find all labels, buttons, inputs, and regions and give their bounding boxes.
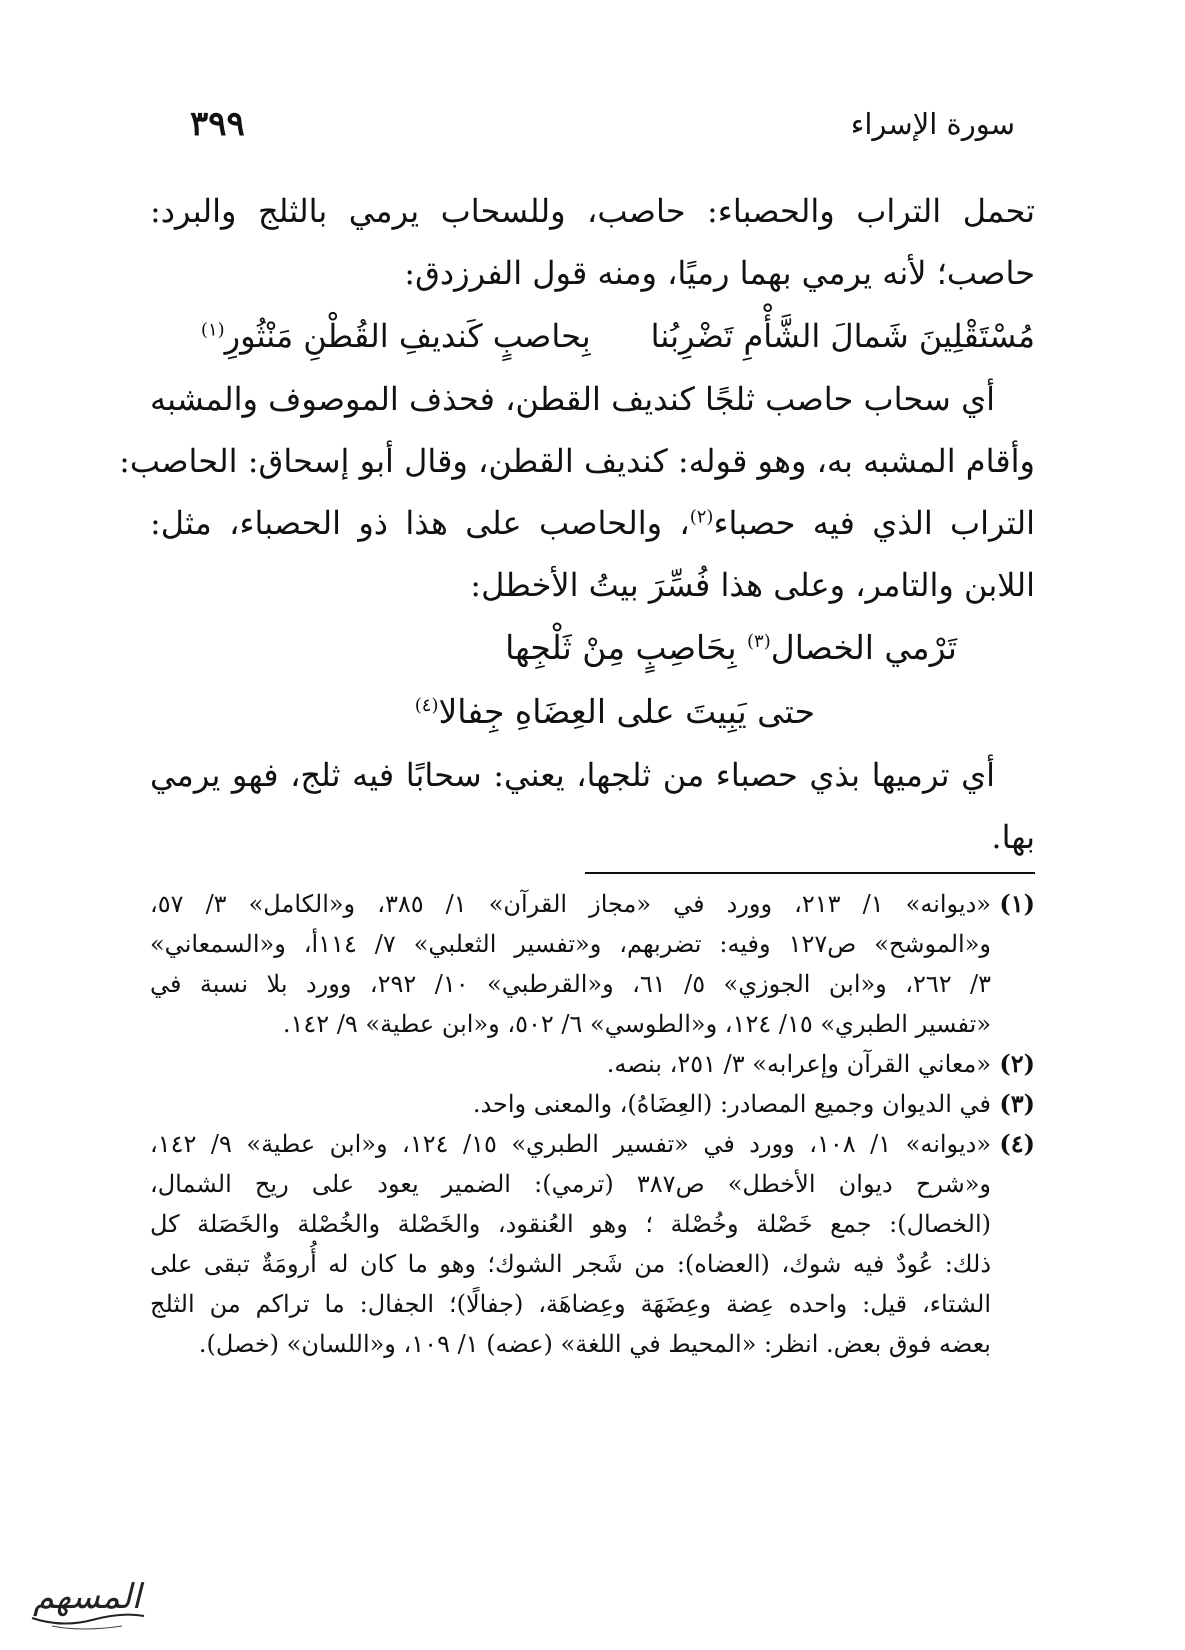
footnotes — [150, 884, 1035, 1364]
footnote-line: و«شرح ديوان الأخطل» ص٣٨٧ (ترمي): الضمير يعود على ريح الشمال، — [150, 1170, 991, 1198]
text-line: أي سحاب حاصب ثلجًا كنديف القطن، فحذف الموصوف والمشبه — [150, 380, 995, 418]
footnote-line: (الخصال): جمع خَصْلة وخُصْلة ؛ وهو العُنقود، والخَصْلة والخُصْلة والخَصَلة كل — [150, 1210, 991, 1238]
text-line: بها. — [991, 818, 1035, 856]
footnote-number: (٣) — [999, 1089, 1035, 1118]
footnote — [150, 1044, 1035, 1084]
footnote-separator — [585, 872, 1035, 874]
text-line: اللابن والتامر، وعلى هذا فُسِّرَ بيتُ الأخطل: — [470, 566, 1035, 604]
footnote-ref: (٤) — [414, 695, 439, 716]
footnote-ref: (١) — [200, 319, 225, 341]
footnote-ref: (٣) — [747, 631, 771, 652]
chapter-title: سورة الإسراء — [850, 107, 1015, 141]
page-header — [190, 96, 1015, 152]
footnote — [150, 1124, 1035, 1364]
footnote-line: ذلك: عُودٌ فيه شوك، (العضاه): من شَجر الشوك؛ وهو ما كان له أُرومَةٌ تبقى على — [150, 1250, 992, 1278]
text-line: تحمل التراب والحصباء: حاصب، وللسحاب يرمي بالثلج والبرد: — [150, 192, 1036, 230]
footnote — [150, 884, 1035, 1044]
footnote — [150, 1084, 1035, 1124]
stamp-logo — [22, 1566, 152, 1636]
footnote-line: ٣/ ٢٦٢، و«ابن الجوزي» ٥/ ٦١، و«القرطبي» ١٠/ ٢٩٢، وورد بلا نسبة في — [150, 970, 992, 998]
text-line: حاصب؛ لأنه يرمي بهما رميًا، ومنه قول الفرزدق: — [404, 254, 1035, 292]
page-number: ٣٩٩ — [190, 104, 245, 144]
footnote-line: بعضه فوق بعض. انظر: «المحيط في اللغة» (عضه) ١/ ١٠٩، و«اللسان» (خصل). — [198, 1330, 991, 1358]
text-line: أي ترميها بذي حصباء من ثلجها، يعني: سحابًا فيه ثلج، فهو يرمي — [150, 756, 996, 794]
footnote-line: الشتاء، قيل: واحده عِضة وعِضَهَة وعِضاهَة، (جفالًا)؛ الجفال: ما تراكم من الثلج — [150, 1290, 991, 1318]
footnote-number: (٤) — [999, 1129, 1035, 1158]
verse-hemistich-1: مُسْتَقْلِينَ شَمالَ الشَّأْمِ تَضْرِبُنا — [650, 317, 1035, 355]
poem-line: تَرْمي الخصال$^{(٣)}$ بِحَاصِبٍ مِنْ ثَلْجِها — [505, 628, 957, 667]
text-line: التراب الذي فيه حصباء$^{(٢)}$، والحاصب على هذا ذو الحصباء، مثل: — [150, 504, 1036, 542]
footnote-line: «ديوانه» ١/ ٢١٣، وورد في «مجاز القرآن» ١/ ٣٨٥، و«الكامل» ٣/ ٥٧، — [150, 890, 991, 918]
poem-line: حتى يَبِيتَ على العِضَاهِ جِفالا$^{(٤)}$ — [414, 692, 815, 731]
footnote-number: (١) — [999, 889, 1035, 918]
footnote-line: «معاني القرآن وإعرابه» ٣/ ٢٥١، بنصه. — [606, 1050, 991, 1078]
footnote-ref: (٢) — [689, 506, 714, 528]
text-line: وأقام المشبه به، وهو قوله: كنديف القطن، وقال أبو إسحاق: الحاصب: — [119, 442, 1035, 480]
verse-hemistich-2: بِحاصبٍ كَنديفِ القُطْنِ مَنْثُورِ$^{(١)}$ — [200, 317, 591, 355]
footnote-line: و«الموشح» ص١٢٧ وفيه: تضربهم، و«تفسير الثعلبي» ٧/ ١١٤أ، و«السمعاني» — [150, 930, 991, 958]
footnote-line: «تفسير الطبري» ١٥/ ١٢٤، و«الطوسي» ٦/ ٥٠٢، و«ابن عطية» ٩/ ١٤٢. — [282, 1010, 991, 1038]
verse-line — [150, 304, 1035, 368]
footnote-line: في الديوان وجميع المصادر: (العِضَاهُ)، والمعنى واحد. — [472, 1090, 991, 1118]
footnote-number: (٢) — [999, 1049, 1035, 1078]
svg-text:المسهم: المسهم — [32, 1577, 142, 1617]
main-text — [119, 180, 1036, 868]
footnote-line: «ديوانه» ١/ ١٠٨، وورد في «تفسير الطبري» ١٥/ ١٢٤، و«ابن عطية» ٩/ ١٤٢، — [150, 1130, 991, 1158]
